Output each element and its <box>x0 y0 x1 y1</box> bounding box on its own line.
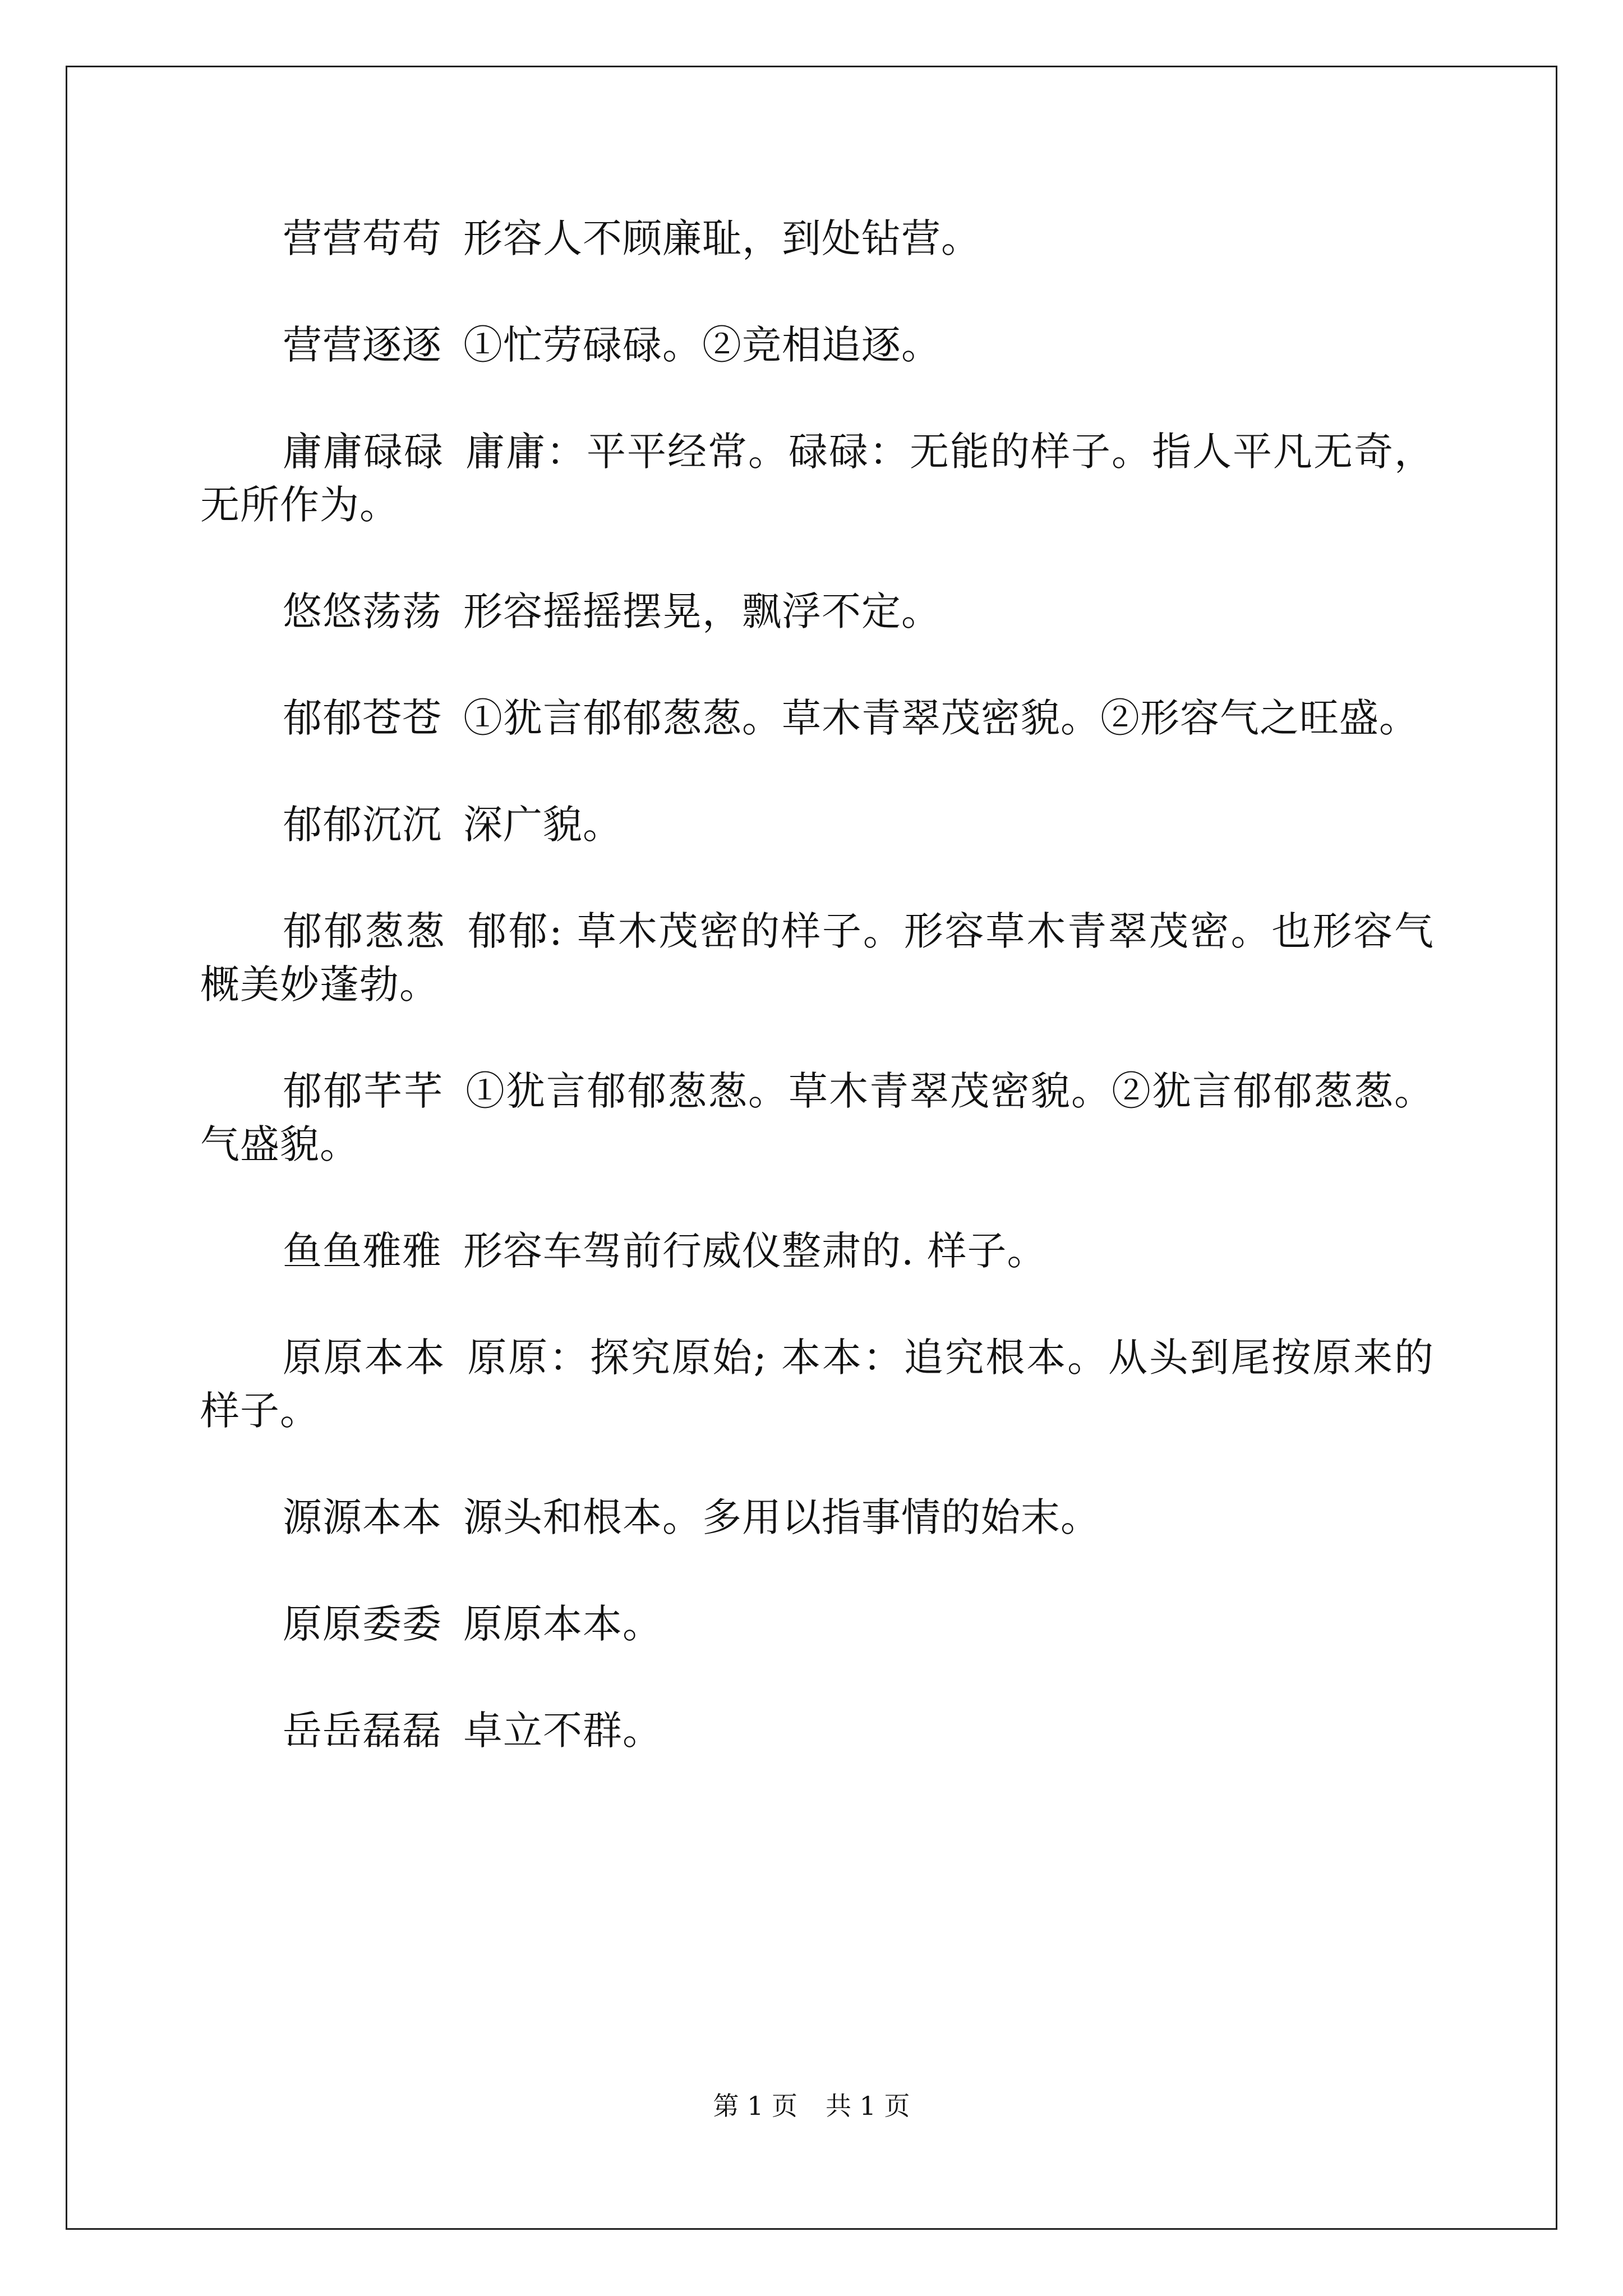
entry-definition: 形容摇摇摆晃，飘浮不定。 <box>463 588 941 634</box>
page-number: 第 1 页 <box>713 2091 797 2121</box>
entry <box>200 1065 1434 1171</box>
entry-term: 营营苟苟 <box>283 215 442 261</box>
entry-term: 营营逐逐 <box>283 322 442 368</box>
entry <box>200 905 1434 1011</box>
entry-term: 岳岳磊磊 <box>283 1708 442 1754</box>
entry-definition: 庸庸：平平经常。碌碌：无能的样子。指人平凡无奇，无所作为。 <box>200 429 1434 528</box>
entry-term: 原原委委 <box>283 1601 442 1647</box>
entry <box>200 425 1434 532</box>
entry-term: 郁郁芊芊 <box>283 1068 444 1114</box>
entry-definition: ①犹言郁郁葱葱。草木青翠茂密貌。②形容气之旺盛。 <box>463 695 1419 741</box>
page-total: 共 1 页 <box>826 2091 910 2121</box>
entry-definition: 原原：探究原始; 本本：追究根本。从头到尾按原来的样子。 <box>200 1335 1434 1434</box>
entry <box>200 1704 1434 1757</box>
entry-definition: 深广貌。 <box>463 802 623 848</box>
entry-definition: 形容人不顾廉耻，到处钻营。 <box>463 215 981 261</box>
entry-term: 庸庸碌碌 <box>283 429 444 475</box>
entry-term: 郁郁苍苍 <box>283 695 442 741</box>
entry-term: 郁郁葱葱 <box>283 908 446 954</box>
document-body <box>200 212 1434 1811</box>
entry-definition: 郁郁: 草木茂密的样子。形容草木青翠茂密。也形容气概美妙蓬勃。 <box>200 908 1434 1007</box>
entry <box>200 1598 1434 1651</box>
entry <box>200 692 1434 745</box>
entry <box>200 1491 1434 1544</box>
entry <box>200 798 1434 852</box>
entry-term: 郁郁沉沉 <box>283 802 442 848</box>
entry-term: 原原本本 <box>283 1335 446 1381</box>
entry <box>200 1331 1434 1438</box>
entry-definition: 卓立不群。 <box>463 1708 662 1754</box>
entry-term: 悠悠荡荡 <box>283 588 442 634</box>
entry-definition: 源头和根本。多用以指事情的始末。 <box>463 1494 1100 1540</box>
entry-term: 源源本本 <box>283 1494 442 1540</box>
entry-definition: ①忙劳碌碌。②竞相追逐。 <box>463 322 941 368</box>
entry <box>200 1225 1434 1278</box>
entry <box>200 585 1434 638</box>
entry-definition: ①犹言郁郁葱葱。草木青翠茂密貌。②犹言郁郁葱葱。气盛貌。 <box>200 1068 1434 1167</box>
entry <box>200 212 1434 265</box>
entry-term: 鱼鱼雅雅 <box>283 1228 442 1274</box>
entry-definition: 形容车驾前行威仪整肃的. 样子。 <box>463 1228 1047 1274</box>
entry-definition: 原原本本。 <box>463 1601 662 1647</box>
page-footer <box>0 2086 1623 2123</box>
entry <box>200 319 1434 372</box>
